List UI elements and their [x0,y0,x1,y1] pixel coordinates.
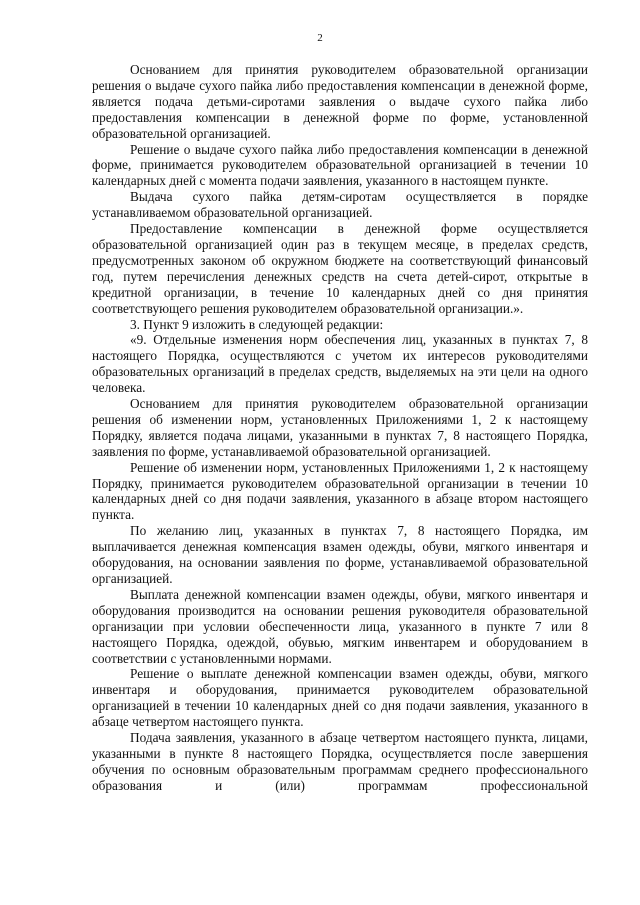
paragraph: По желанию лиц, указанных в пунктах 7, 8 настоящего Порядка, им выплачивается денежная компенсация взамен одежды, обуви, мягкого инвентаря и оборудования, на основании заявления по форме, устанавливаемой образовательной организацией. [92,523,588,586]
paragraph: 3. Пункт 9 изложить в следующей редакции: [130,316,384,332]
paragraph: Выплата денежной компенсации взамен одежды, обуви, мягкого инвентаря и оборудования производится на основании решения руководителя образовательной организации при условии обеспеченности лица, указанного в пункте 7 или 8 настоящего Порядка, одеждой, обувью, мягким инвентарем и оборудованием в соответствии с установленными нормами. [92,586,588,666]
paragraph: Выдача сухого пайка детям-сиротам осуществляется в порядке устанавливаемом образовательной организацией. [92,189,588,221]
paragraph: Подача заявления, указанного в абзаце четвертом настоящего пункта, лицами, указанными в пункте 8 настоящего Порядка, осуществляется после завершения обучения по основным образовательным программам среднего профессионального образования и (или) программам профессиональной [92,730,588,793]
paragraph: Основанием для принятия руководителем образовательной организации решения об изменении норм, установленных Приложениями 1, 2 к настоящему Порядку, является подача лицами, указанными в пунктах 7, 8 настоящего Порядка, заявления по форме, устанавливаемой образовательной организацией. [92,396,588,459]
document-body [92,62,588,794]
paragraph: «9. Отдельные изменения норм обеспечения лиц, указанных в пунктах 7, 8 настоящего Порядка, осуществляются с учетом их интересов руководителями образовательных организаций в пределах средств, выделяемых на эти цели на одного человека. [92,332,588,396]
page-number: 2 [317,32,323,44]
paragraph: Решение об изменении норм, установленных Приложениями 1, 2 к настоящему Порядку, принимается руководителем образовательной организации в течении 10 календарных дней со дня подачи заявления, указанного в абзаце втором настоящего пункта. [92,459,588,523]
paragraph: Решение о выплате денежной компенсации взамен одежды, обуви, мягкого инвентаря и оборудования, принимается руководителем образовательной организацией в течении 10 календарных дней со дня подачи заявления, указанного в абзаце четвертом настоящего пункта. [92,666,588,730]
paragraph: Основанием для принятия руководителем образовательной организации решения о выдаче сухого пайка либо предоставления компенсации в денежной форме, является подача детьми-сиротами заявления о выдаче сухого пайка либо предоставления компенсации в денежной форме по форме, установленной образовательной организацией. [92,62,588,141]
paragraph: Решение о выдаче сухого пайка либо предоставления компенсации в денежной форме, принимается руководителем образовательной организацией в течении 10 календарных дней с момента подачи заявления, указанного в настоящем пункте. [92,141,588,189]
paragraph: Предоставление компенсации в денежной форме осуществляется образовательной организацией один раз в текущем месяце, в пределах средств, предусмотренных законом об окружном бюджете на соответствующий финансовый год, путем перечисления денежных средств на счета детей-сирот, открытые в кредитной организации, в течение 10 календарных дней со дня принятия соответствующего решения руководителем образовательной организации.». [92,221,588,316]
